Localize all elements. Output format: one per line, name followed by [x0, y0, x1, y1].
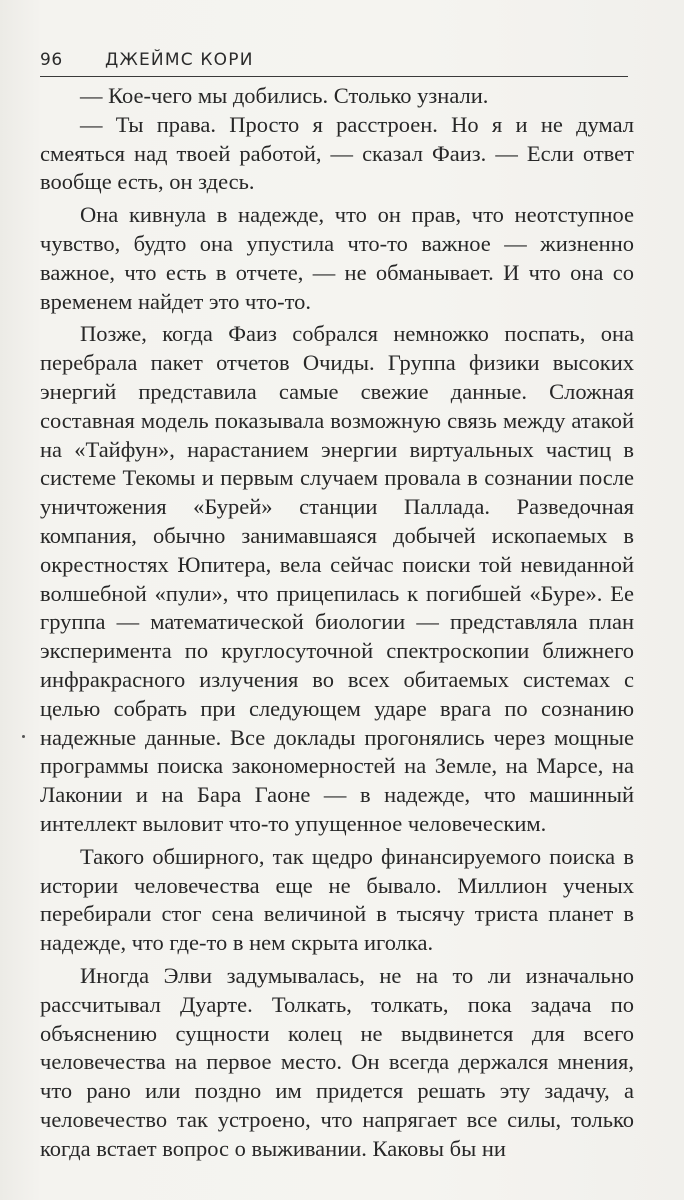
header-rule — [40, 76, 628, 77]
paper-speck — [22, 735, 25, 738]
page-number: 96 — [40, 50, 63, 70]
paragraph: Такого обширного, так щедро финансируемого поиска в истории человечества еще не бывало. Миллион ученых перебирали стог сена величиной в тысячу триста планет в надежде, что где-то в нем скрыта иголка. — [40, 843, 634, 956]
paragraph: Позже, когда Фаиз собрался немножко поспать, она перебрала пакет отчетов Очиды. Группа физики высоких энергий представила самые свежие данные. Сложная составная модель показывала возможную связь между атакой на «Тайфун», нарастанием энергии виртуальных частиц в системе Текомы и первым случаем провала в сознании после уничтожения «Бурей» станции Паллада. Разведочная компания, обычно занимавшаяся добычей ископаемых в окрестностях Юпитера, вела сейчас поиски той невиданной волшебной «пули», что прицепилась к погибшей «Буре». Ее группа — математической биологии — представляла план эксперимента по круглосуточной спектроскопии ближнего инфракрасного излучения во всех обитаемых системах с целью собрать при следующем ударе врага по сознанию надежные данные. Все доклады прогонялись через мощные программы поиска закономерностей на Земле, на Марсе, на Лаконии и на Бара Гаоне — в надежде, что машинный интеллект выловит что-то упущенное человеческим. — [40, 321, 634, 836]
paragraph: — Кое-чего мы добились. Столько узнали. — [80, 83, 489, 108]
paragraph: Она кивнула в надежде, что он прав, что неотступное чувство, будто она упустила что-то важное — жизненно важное, что есть в отчете, — не обманывает. И что она со временем найдет это что-то. — [40, 202, 634, 314]
body-text — [40, 82, 634, 1163]
running-header — [40, 50, 634, 76]
paragraph: — Ты права. Просто я расстроен. Но я и не думал смеяться над твоей работой, — сказал Фаиз. — Если ответ вообще есть, он здесь. — [40, 111, 634, 195]
running-head-author: ДЖЕЙМС КОРИ — [105, 50, 254, 70]
paragraph: Иногда Элви задумывалась, не на то ли изначально рассчитывал Дуарте. Толкать, толкать, пока задача по объяснению сущности колец не выдвинется для всего человечества на первое место. Он всегда держался мнения, что рано или поздно им придется решать эту задачу, а человечество так устроено, что напрягает все силы, только когда встает вопрос о выживании. Каковы бы ни — [40, 962, 634, 1161]
